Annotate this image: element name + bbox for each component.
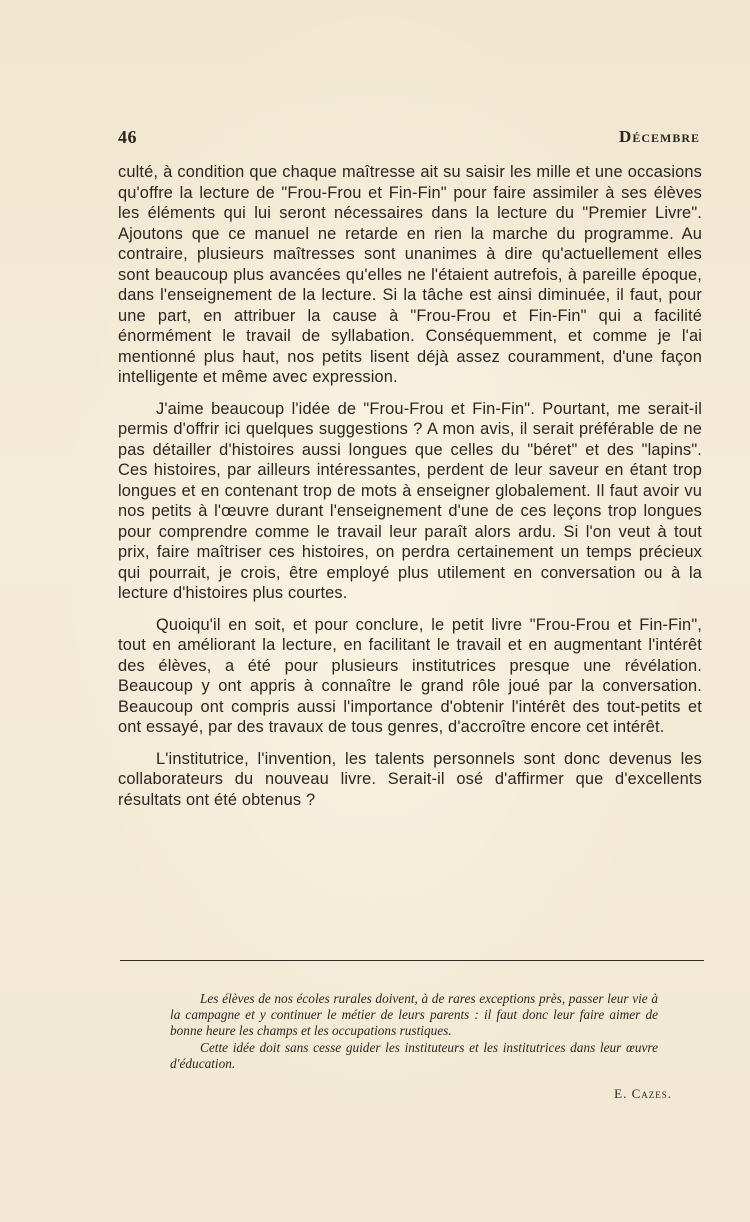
page-header bbox=[118, 127, 700, 151]
section-divider bbox=[120, 960, 704, 961]
quote-signature: E. Cazes. bbox=[614, 1086, 672, 1101]
running-title: Décembre bbox=[619, 127, 700, 146]
footnote-quote bbox=[170, 991, 658, 1072]
paragraph-continuation: culté, à condition que chaque maîtresse ait su saisir les mille et une occasions qu'offre la lecture de "Frou-Frou et Fin-Fin" pour faire assimiler à ses élèves les éléments qui lui seront nécessaires dans la lecture du "Premier Livre". Ajoutons que ce manuel ne retarde en rien la marche du programme. Au contraire, plusieurs maîtresses sont unanimes à dire qu'actuellement elles sont beaucoup plus avancées qu'elles ne l'étaient autrefois, à pareille époque, dans l'enseignement de la lecture. Si la tâche est ainsi diminuée, il faut, pour une part, en attribuer la cause à "Frou-Frou et Fin-Fin" qui a facilité énormément le travail de syllabation. Conséquemment, et comme je l'ai mentionné plus haut, nos petits lisent déjà assez couramment, d'une façon intelligente et même avec expression. bbox=[118, 163, 702, 386]
paragraph-conclusion: Quoiqu'il en soit, et pour conclure, le petit livre "Frou-Frou et Fin-Fin", tout en améliorant la lecture, en facilitant le travail et en augmentant l'intérêt des élèves, a été pour plusieurs institutrices presque une révélation. Beaucoup y ont appris à connaître le grand rôle joué par la conversation. Beaucoup ont compris aussi l'importance d'obtenir l'intérêt des tout-petits et ont essayé, par des travaux de tous genres, d'accroître encore cet intérêt. bbox=[118, 615, 702, 736]
page-number: 46 bbox=[118, 127, 137, 147]
quote-paragraph: Cette idée doit sans cesse guider les instituteurs et les institutrices dans leur œuvre d'éducation. bbox=[170, 1039, 658, 1071]
quote-paragraph: Les élèves de nos écoles rurales doivent, à de rares exceptions près, passer leur vie à la campagne et y continuer le métier de leurs parents : il faut donc leur faire aimer de bonne heure les champs et les occupations rustiques. bbox=[170, 991, 658, 1039]
article-body bbox=[118, 162, 702, 821]
paragraph-suggestions: J'aime beaucoup l'idée de "Frou-Frou et Fin-Fin". Pourtant, me serait-il permis d'offrir ici quelques suggestions ? A mon avis, il serait préférable de ne pas détailler d'histoires aussi longues que celles du "béret" et des "lapins". Ces histoires, par ailleurs intéressantes, perdent de leur saveur en étant trop longues et en contenant trop de mots à enseigner globalement. Il faut avoir vu nos petits à l'œuvre durant l'enseignement d'une de ces leçons trop longues pour comprendre comme le travail leur paraît alors ardu. Si l'on veut à tout prix, faire maîtriser ces histoires, on perdra certainement un temps précieux qui pourrait, je crois, être employé plus utilement en conversation ou à la lecture d'histoires plus courtes. bbox=[118, 399, 702, 602]
paragraph-closing: L'institutrice, l'invention, les talents personnels sont donc devenus les collaborateurs du nouveau livre. Serait-il osé d'affirmer que d'excellents résultats ont été obtenus ? bbox=[118, 749, 702, 809]
